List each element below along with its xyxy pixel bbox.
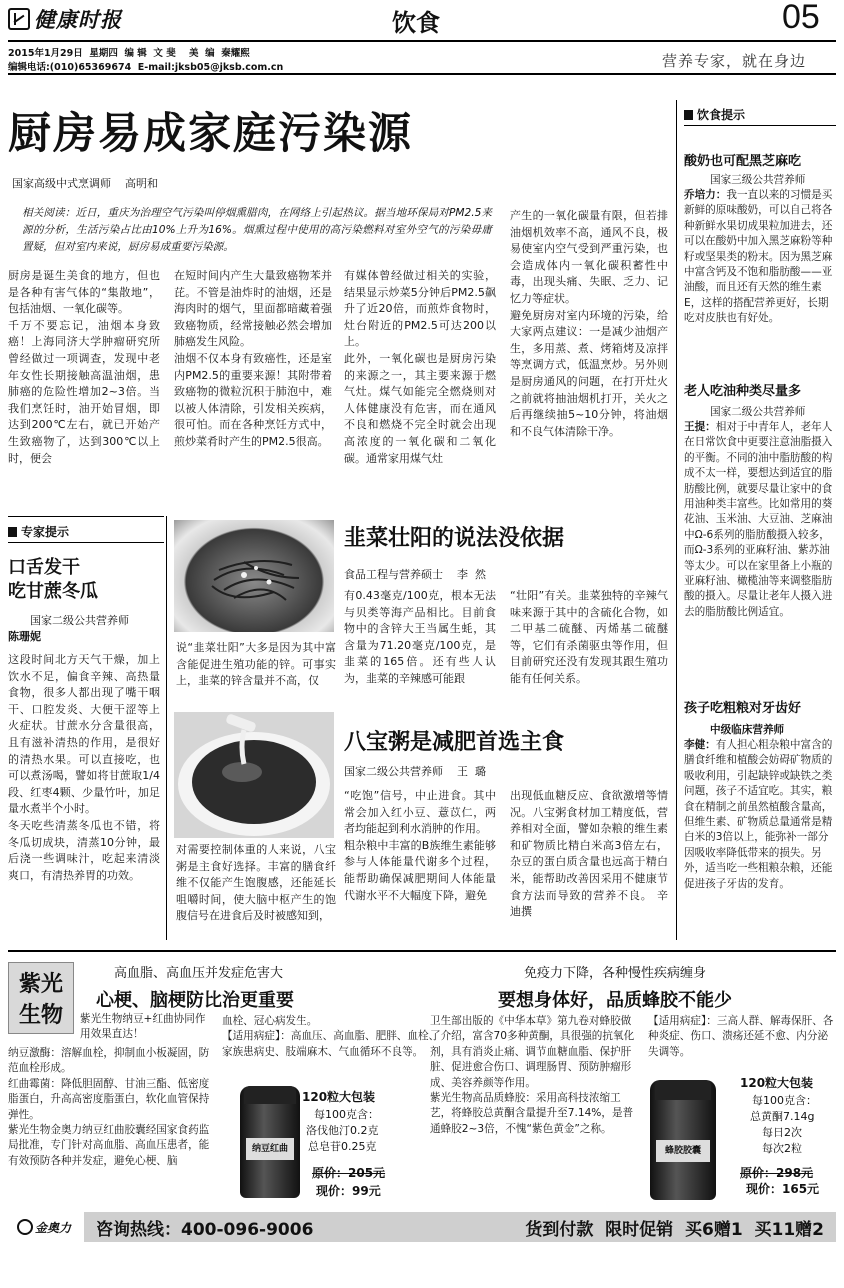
contact-line: 编辑电话:(010)65369674 E-mail:jksb05@jksb.com.cn: [8, 62, 284, 73]
ad-right-spec: 每100克含：: [752, 1094, 817, 1107]
ad-brand-line2: 生物: [18, 1002, 63, 1028]
date-line: 2015年1月29日 星期四 编 辑 文 斐 美 编 秦耀熙: [8, 48, 250, 59]
main-byline: 国家高级中式烹调师 高明和: [12, 177, 158, 190]
ad-left-body3: 血栓、冠心病发生。 【适用病症】：高血压、高血脂、肥胖、血栓、家族患病史、肢端麻木、气血循环不良等。: [222, 1015, 440, 1058]
ad-left-pack: 120粒大包装: [302, 1090, 376, 1104]
main-lead: 相关阅读：近日，重庆为治理空气污染叫停烟熏腊肉，在网络上引起热议。据当地环保局对PM2.5来源的分析，生活污染占比由10%上升为16%。烟熏过程中使用的高污染燃料对室外空气的污染毋庸置疑，但对室内来说，厨房易成重要污染源。: [22, 207, 492, 253]
main-col-2: 在短时间内产生大量致癌物苯并芘。不管是油炸时的油烟，还是海肉时的烟气，里面都暗藏着强致癌物质，经常接触必然会增加肺癌发生风险。 油烟不仅本身有致癌性，还是室内PM2.5的重要来源！其附带着致癌物的微粒沉积于肺泡中，难以被人体清除，引发相关疾病，很可怕。而在各种烹饪方式中，煎炒菜肴时产生的PM2.5很高。: [174, 269, 332, 448]
diet-tip-title: 老人吃油种类尽量多: [684, 384, 802, 399]
porridge-col-2: 出现低血糖反应、食欲激增等情况。八宝粥食材加工精度低，营养相对全面，譬如杂粮的维生素和矿物质比精白米高3倍左右，杂豆的蛋白质含量也远高于精白米，能帮助改善因采用不健康节食方法而导致的营养不良。 辛 迪撰: [510, 789, 668, 919]
ad-left-body1: 紫光生物纳豆+红曲协同作用效果直达！: [80, 1013, 206, 1041]
leek-byline: 食品工程与营养硕士 李 然: [344, 568, 486, 581]
ad-right-orig-price: 原价：298元: [740, 1166, 814, 1180]
porridge-photo: [174, 712, 334, 838]
diet-tip-title: 孩子吃粗粮对牙齿好: [684, 701, 802, 716]
ad-left-now-price: 现价：99元: [316, 1184, 381, 1198]
ad-right-bottle-label: 蜂胶胶囊: [656, 1140, 710, 1162]
ad-left-headline: 心梗、脑梗防比治更重要: [96, 990, 294, 1011]
porridge-col-1: “吃饱”信号，中止进食。其中常会加入红小豆、薏苡仁，两者均能起到利水消肿的作用。 粗杂粮中丰富的B族维生素能够参与人体能量代谢多个过程，能帮助确保减肥期间人体能量代谢水平不大幅度下降，避免: [344, 789, 496, 902]
diet-tip-body: 李健：有人担心粗杂粮中富含的膳食纤维和植酸会妨碍矿物质的吸收利用，引起缺锌或缺铁之类问题，孩子不适宜吃。其实，粮食在精制之前虽然植酸含量高，但维生素、矿物质总量通常是精白米的3倍以上，能弥补一部分因吸收率降低带来的损失。另外，适当吃一些粗粮杂粮，还能促进孩子牙齿的发育。: [684, 739, 833, 890]
main-col-3: 有媒体曾经做过相关的实验，结果显示炒菜5分钟后PM2.5飙升了近20倍，而煎炸食物时，灶台附近的PM2.5可达200以上。 此外，一氧化碳也是厨房污染的来源之一，其主要来源于燃气灶。煤气如能完全燃烧则对人体健康没有危害，而在通风不良和燃烧不完全时就会出现高浓度的一氧化碳和二氧化碳。通常家用煤气灶: [344, 269, 496, 465]
ad-right-body1: 卫生部出版的《中华本草》第九卷对蜂胶做了介绍，富含70多种黄酮，具很强的抗氧化剂，具有消炎止痛、调节血糖血脂、保护肝脏、促进愈合伤口、调理肠胃、预防肿瘤形成、美容养颜等作用。 紫光生物高品质蜂胶：采用高科技浓缩工艺，将蜂胶总黄酮含量提升至7.14%，是普通蜂胶2~3倍，不愧“紫色黄金”之称。: [430, 1015, 635, 1135]
ad-right-pack: 120粒大包装: [740, 1076, 814, 1090]
page-number: 05: [782, 0, 820, 36]
ad-left-body2: 纳豆激酶：溶解血栓，抑制血小板凝固，防范血栓形成。 红曲霉菌：降低胆固醇、甘油三酯、低密度脂蛋白，升高高密度脂蛋白，软化血管保持弹性。 紫光生物金奥力纳豆红曲胶囊经国家食药监局批准，专门针对高血脂、高血压患者，能有效预防各种并发症，避免心梗、脑: [8, 1047, 210, 1167]
leek-col-1: 有0.43毫克/100克，根本无法与贝类等海产品相比。目前食物中的含锌大王当属生蚝，其含量为71.20毫克/100克，是韭菜的165倍。还有些人认为，韭菜的辛辣感可能跟: [344, 589, 496, 685]
newspaper-logo: [8, 4, 122, 34]
ad-footer-bar: [84, 1212, 836, 1242]
diet-tip-body: 王提：相对于中青年人，老年人在日常饮食中更要注意油脂摄入的平衡。不同的油中脂肪酸的构成不太一样，要想达到适宜的脂肪酸比例，就要尽量让家中的食用油种类丰富些。比如常用的葵花油、玉米油、大豆油、芝麻油中Ω-6系列的脂肪酸摄入较多，而Ω-3系列的亚麻籽油、紫苏油等太少。可以在家里备上小瓶的亚麻籽油、橄榄油等来调整脂肪酸的摄入。尽量让老年人摄入进去的脂肪酸比例适宜。: [684, 421, 833, 618]
ad-brand-box: [8, 962, 74, 1034]
diet-tip-body: 乔培力：我一直以来的习惯是买新鲜的原味酸奶，可以自己将各种新鲜水果切成果粒加进去，还可以在酸奶中加入黑芝麻粉等种籽或坚果类的粉末。因为黑芝麻中富含钙及不饱和脂肪酸——亚油酸，而且还有天然的维生素E，这样的搭配营养更好，长期吃对皮肤也有好处。: [684, 189, 833, 325]
leek-dish-photo: [174, 520, 334, 632]
ad-left-bottle: [240, 1086, 300, 1198]
main-col-1: 厨房是诞生美食的地方，但也是各种有害气体的“集散地”，包括油烟、一氧化碳等。 千万不要忘记，油烟本身致癌！上海同济大学肿瘤研究所曾经做过一项调查，发现中老年女性长期接触高温油烟，患肺癌的危险性增加2~3倍。当我们烹饪时，油开始冒烟，即达到200℃左右，就已开始产生致癌物了，达到300℃以上时，便会: [8, 269, 160, 465]
ad-right-body2: 【适用病症】：三高人群、解毒保肝、各种炎症、伤口、溃疡还延不愈、内分泌失调等。: [648, 1015, 834, 1058]
expert-tips-tag: 专家提示: [8, 523, 69, 540]
porridge-headline: 八宝粥是减肥首选主食: [344, 729, 565, 755]
expert-tips-title-1: 口舌发干: [8, 557, 80, 578]
porridge-caption: 对需要控制体重的人来说，八宝粥是主食好选择。丰富的膳食纤维不仅能产生饱腹感，还能延长咀嚼时间，使大脑中枢产生的饱腹信号在进食后及时被感知到，: [176, 843, 336, 923]
leek-caption: 说“韭菜壮阳”大多是因为其中富含能促进生殖功能的锌。可事实上，韭菜的锌含量并不高，仅: [176, 641, 336, 688]
ad-right-spec: 每次2粒: [762, 1142, 802, 1155]
leek-headline: 韭菜壮阳的说法没依据: [344, 525, 565, 551]
leek-col-2: “壮阳”有关。韭菜独特的辛辣气味来源于其中的含硫化合物，如二甲基二硫醚、丙烯基二硫醚等，它们有杀菌驱虫等作用，但目前研究还没有发现其跟生殖功能有任何关系。: [510, 589, 668, 685]
porridge-byline: 国家二级公共营养师 王 璐: [344, 765, 486, 778]
logo-mark-icon: [8, 8, 30, 30]
square-bullet-icon: [8, 527, 17, 537]
main-col-4: 产生的一氧化碳量有限，但若排油烟机效率不高，通风不良，极易使室内空气受到严重污染，也会造成体内一氧化碳积蓄性中毒，出现头痛、失眠、乏力、记忆力等症状。 避免厨房对室内环境的污染，给大家两点建议：一是减少油烟产生，多用蒸、煮、烤箱烤及凉拌等烹调方式，低温烹炒。另外则是厨房通风的问题，在打开灶火之前就将抽油烟机打开，关火之后再继续抽5~10分钟，将油烟和不良气体清除干净。: [510, 209, 668, 438]
ad-left-spec: 总皂苷0.25克: [308, 1140, 377, 1153]
expert-tips-body: 这段时间北方天气干燥，加上饮水不足，偏食辛辣、高热量食物，很多人都出现了嘴干咽干、口腔发炎、大便干涩等上火症状。甘蔗水分含量很高，且有滋补清热的作用，是很好的清热水果。可以直接吃，也可以煮汤喝，譬如将甘蔗取1/4段、红枣4颗、少量竹叶，加足量水煮半个小时。 冬天吃些清蒸冬瓜也不错，将冬瓜切成块，清蒸10分钟，最后浇一些调味汁，吃起来清淡爽口，有清热养胃的功效。: [8, 653, 160, 882]
expert-tips-byline: 国家二级公共营养师: [30, 614, 129, 627]
ad-left-orig-price: 原价：205元: [312, 1166, 386, 1180]
ad-left-spec: 洛伐他汀0.2克: [306, 1124, 379, 1137]
square-bullet-icon: [684, 110, 693, 120]
ad-left-spec: 每100克含：: [314, 1108, 379, 1121]
diet-tip-title: 酸奶也可配黑芝麻吃: [684, 154, 802, 169]
expert-tips-title-2: 吃甘蔗冬瓜: [8, 581, 98, 602]
hotline: 咨询热线：400-096-9006: [96, 1219, 314, 1240]
ad-left-kicker: 高血脂、高血压并发症危害大: [114, 966, 284, 981]
masthead: [0, 0, 844, 76]
main-headline: 厨房易成家庭污染源: [8, 109, 413, 159]
logo-text: 健康时报: [34, 7, 122, 32]
ad-footer-logo: 金奥力: [8, 1212, 80, 1242]
ad-right-spec: 每日2次: [762, 1126, 802, 1139]
diet-tip-byline: 中级临床营养师: [710, 724, 785, 736]
expert-tips-author: 陈珊妮: [8, 630, 41, 643]
ad-right-now-price: 现价：165元: [746, 1182, 820, 1196]
promo-text: 货到付款 限时促销 买6赠1 买11赠2: [525, 1219, 824, 1240]
ad-right-kicker: 免疫力下降，各种慢性疾病缠身: [524, 966, 707, 981]
ad-left-bottle-label: 纳豆红曲: [246, 1138, 294, 1160]
diet-tip-byline: 国家二级公共营养师: [710, 406, 806, 418]
diet-tip-byline: 国家三级公共营养师: [710, 174, 806, 186]
ad-right-headline: 要想身体好，品质蜂胶不能少: [498, 990, 732, 1011]
diet-tips-tag: 饮食提示: [684, 106, 745, 123]
slogan: 营养专家，就在身边: [662, 52, 807, 70]
globe-icon: [17, 1219, 33, 1235]
section-name: 饮食: [392, 8, 440, 37]
ad-right-spec: 总黄酮7.14g: [750, 1110, 815, 1123]
ad-brand-line1: 紫光: [18, 971, 63, 997]
ad-right-bottle: [650, 1080, 716, 1200]
